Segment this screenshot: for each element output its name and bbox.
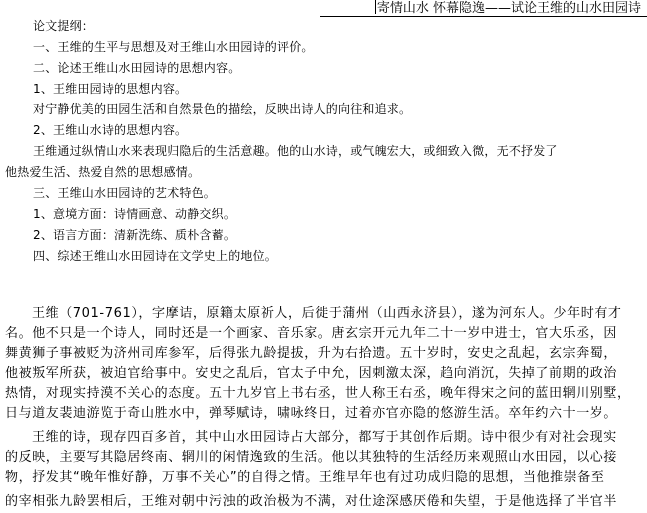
outline-subitem-2-2: 2、王维山水诗的思想内容。 — [33, 123, 188, 137]
outline-item-1: 一、王维的生平与思想及对王维山水田园诗的评价。 — [33, 40, 314, 54]
document-title-text: 寄情山水 怀幕隐逸——试论王维的山水田园诗 — [376, 1, 641, 16]
outline-subitem-2-1: 1、王维田园诗的思想内容。 — [33, 82, 188, 96]
body-paragraph-2-line-1: 王维的诗，现存四百多首，其中山水田园诗占大部分，都写于其创作后期。诗中很少有对社会现实 — [32, 430, 617, 445]
outline-subitem-2-2-detail: 王维通过纵情山水来表现归隐后的生活意趣。他的山水诗，或气魄宏大，或细致入微，无不抒发了 — [33, 144, 558, 158]
body-paragraph-1-line-3: 舞黄狮子事被贬为济州司库参军，后得张九龄提拔，升为右拾遗。五十岁时，安史之乱起，玄宗奔蜀， — [5, 346, 618, 361]
body-paragraph-2-line-3: 物，抒发其“晚年惟好静，万事不关心”的自得之情。王维早年也有过功成归隐的思想，当他推崇备至 — [5, 470, 605, 485]
body-paragraph-1-line-6: 日与道友裴迪游览于奇山胜水中，弹琴赋诗，啸咏终日，过着亦官亦隐的悠游生活。卒年约六十一岁。 — [5, 406, 618, 421]
outline-subitem-2-1-detail: 对宁静优美的田园生活和自然景色的描绘，反映出诗人的向往和追求。 — [33, 102, 412, 116]
outline-heading: 论文提纲： — [33, 19, 95, 33]
body-paragraph-2-line-2: 的反映，主要写其隐居终南、辋川的闲情逸致的生活。他以其独特的生活经历来观照山水田园，以心接 — [5, 450, 618, 465]
title-underline — [320, 16, 647, 17]
document-title — [375, 0, 641, 17]
body-paragraph-2-line-4: 的宰相张九龄罢相后，王维对朝中污浊的政治极为不满，对仕途深感厌倦和失望，于是他选择了半官半 — [5, 494, 618, 509]
body-paragraph-1-line-4: 他被叛军所获，被迫官给事中。安史之乱后，官太子中允，因刺激太深，趋向消沉，失掉了前期的政治 — [5, 366, 618, 381]
outline-subitem-2-2-detail-cont: 他热爱生活、热爱自然的思想感情。 — [5, 165, 201, 179]
body-paragraph-1-line-1: 王维（701-761），字摩诘，原籍太原祈人，后徙于蒲州（山西永济县），遂为河东人。少年时有才 — [32, 306, 622, 321]
text-cursor — [375, 0, 376, 14]
body-paragraph-1-line-5: 热情，对现实持漠不关心的态度。五十九岁官上书右丞，世人称王右丞，晚年得宋之问的蓝田辋川别墅， — [5, 386, 631, 401]
outline-subitem-3-2: 2、语言方面：清新洗练、质朴含蓄。 — [33, 228, 237, 242]
outline-item-2: 二、论述王维山水田园诗的思想内容。 — [33, 61, 241, 75]
outline-item-3: 三、王维山水田园诗的艺术特色。 — [33, 186, 217, 200]
outline-item-4: 四、综述王维山水田园诗在文学史上的地位。 — [33, 249, 278, 263]
outline-subitem-3-1: 1、意境方面：诗情画意、动静交织。 — [33, 207, 237, 221]
body-paragraph-1-line-2: 名。他不只是一个诗人，同时还是一个画家、音乐家。唐玄宗开元九年二十一岁中进士，官大乐丞，因 — [5, 326, 618, 341]
